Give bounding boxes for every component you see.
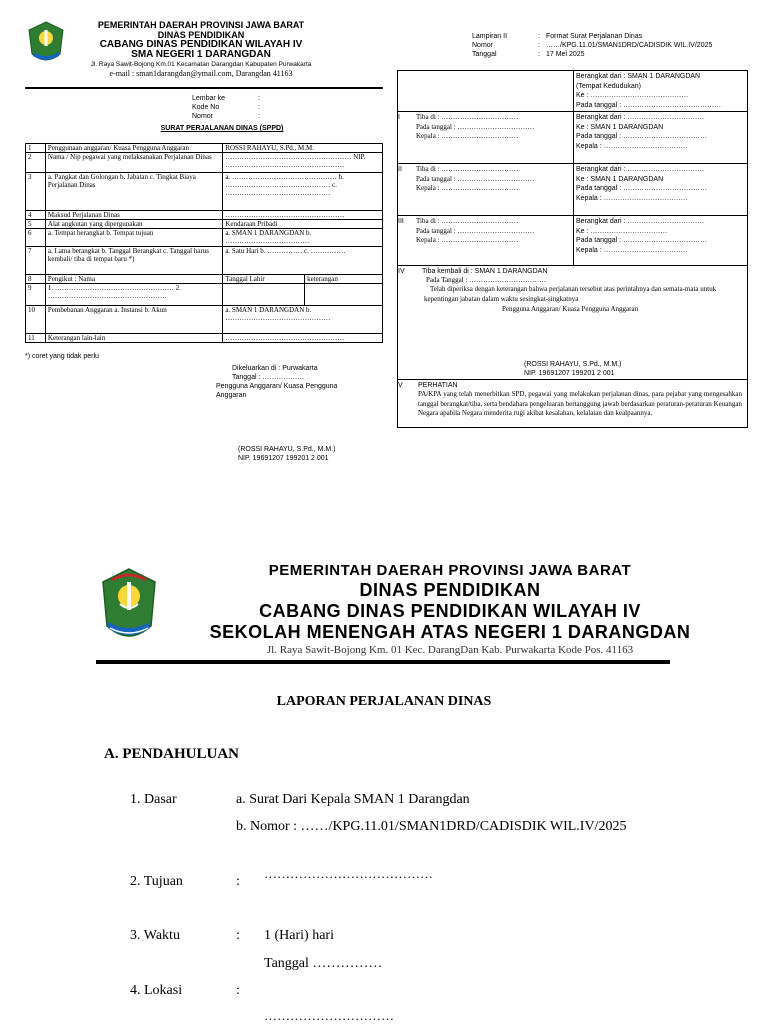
berangkat-line: Berangkat dari : …………………………… xyxy=(576,114,705,121)
tanggal-line: Pada tanggal : ……………………………… xyxy=(576,185,708,192)
section-iii xyxy=(398,215,747,265)
row-value: Tanggal Lahir xyxy=(223,275,305,284)
top-header xyxy=(72,20,330,78)
section-right xyxy=(576,217,707,255)
berangkat-line: Berangkat dari : …………………………… xyxy=(576,218,705,225)
table-row xyxy=(26,173,383,211)
section-i xyxy=(398,111,747,163)
row-extra: keterangan xyxy=(305,275,383,284)
table-row xyxy=(26,275,383,284)
row-no: 2 xyxy=(26,153,46,173)
spd-back-page xyxy=(397,70,748,428)
lembar-block xyxy=(192,94,292,121)
kepala-line: Kepala : ……………………………… xyxy=(576,142,688,150)
colon: : xyxy=(538,51,540,58)
tujuan-label: 2. Tujuan xyxy=(130,874,183,889)
row-value: a. ……………………………………… b. ……………………………………… c. ……………………………………… xyxy=(223,173,383,211)
row-no: 10 xyxy=(26,306,46,334)
iv-statement: Telah diperiksa dengan keterangan bahwa perjalanan tersebut atas perintahnya dan semata-mata untuk kepentingan jabatan dalam waktu sesingkat-singkatnya xyxy=(424,285,717,303)
nomor-label: Nomor xyxy=(472,42,494,49)
ke-line: Ke : …………………………………… xyxy=(576,92,689,99)
row-no: 5 xyxy=(26,220,46,229)
section-right xyxy=(576,113,707,151)
lampiran-value: Format Surat Perjalanan Dinas xyxy=(546,33,643,40)
colon: : xyxy=(538,33,540,40)
table-row xyxy=(26,229,383,247)
tanggal-label: Tanggal xyxy=(472,51,497,58)
kepala-line: Kepala : …………………………… xyxy=(416,184,519,192)
colon: : xyxy=(236,983,240,998)
section-iv xyxy=(398,265,747,379)
bottom-header-line: SEKOLAH MENENGAH ATAS NEGERI 1 DARANGDAN xyxy=(209,622,691,642)
row-label: Pembebanan Anggaran a. Instansi b. Akun xyxy=(45,306,222,334)
row-value xyxy=(223,284,305,306)
row-value: …………………………………………… xyxy=(223,334,383,343)
iv-signer-name: (ROSSI RAHAYU, S.Pd., M.M.) xyxy=(524,361,622,368)
colon: : xyxy=(236,874,240,889)
row-no: 4 xyxy=(26,211,46,220)
top-header-line: CABANG DINAS PENDIDIKAN WILAYAH IV xyxy=(99,39,303,50)
west-java-emblem-icon xyxy=(26,20,66,66)
row-value: a. Satu Hari b. …………… c. …………… xyxy=(223,247,383,275)
bottom-header xyxy=(180,562,720,657)
dasar-label: 1. Dasar xyxy=(130,792,177,807)
tanggal-line: Tanggal : ……………… xyxy=(232,374,305,381)
table-row xyxy=(26,306,383,334)
top-block xyxy=(576,72,746,110)
coret-note: *) coret yang tidak perlu xyxy=(25,353,99,360)
bottom-header-rule xyxy=(96,660,670,664)
colon: : xyxy=(538,42,540,49)
tanggal-line: Pada tanggal : …………………………… xyxy=(416,122,535,131)
top-address: Jl. Raya Sawit-Bojong Km.01 Kecamatan Darangdan Kabupaten Purwakarta xyxy=(90,61,312,68)
iv-signer-nip: NIP. 19691207 199201 2 001 xyxy=(524,370,615,377)
tanggal-line: Pada tanggal : …………………………………… xyxy=(576,101,722,109)
waktu-value: 1 (Hari) hari xyxy=(264,928,334,943)
colon: : xyxy=(258,95,260,102)
section-ii xyxy=(398,163,747,215)
dikeluarkan-line: Dikeluarkan di : Purwakarta xyxy=(232,365,318,372)
berangkat-line: Berangkat dari : …………………………… xyxy=(576,166,705,173)
row-value: …………………………………………… xyxy=(223,211,383,220)
row-label: a. Tempat berangkat b. Tempat tujuan xyxy=(45,229,222,247)
kepala-line: Kepala : …………………………… xyxy=(416,132,519,140)
section-right xyxy=(576,165,707,203)
section-left xyxy=(416,217,534,246)
row-label: Penggunaan anggaran/ Kuasa Pengguna Anggaran xyxy=(45,144,222,153)
lampiran-block xyxy=(472,32,752,59)
top-header-line: PEMERINTAH DAERAH PROVINSI JAWA BARAT xyxy=(97,20,305,30)
bottom-address: Jl. Raya Sawit-Bojong Km. 01 Kec. DarangDan Kab. Purwakarta Kode Pos. 41163 xyxy=(266,644,634,656)
signer-nip: NIP. 19691207 199201 2 001 xyxy=(238,455,329,462)
colon: : xyxy=(258,113,260,120)
colon: : xyxy=(236,928,240,943)
tiba-line: Tiba di : …………………………… xyxy=(416,165,519,173)
colon: : xyxy=(258,104,260,111)
tanggal-line: Pada tanggal : ……………………………… xyxy=(576,133,708,140)
kepala-line: Kepala : ……………………………… xyxy=(576,194,688,202)
table-row xyxy=(26,211,383,220)
table-row xyxy=(26,144,383,153)
lokasi-value: ………………………… xyxy=(264,1008,394,1023)
section-v xyxy=(398,379,747,427)
bottom-header-line: PEMERINTAH DAERAH PROVINSI JAWA BARAT xyxy=(268,562,632,579)
berangkat-line: Berangkat dari : SMAN 1 DARANGDAN xyxy=(576,73,701,80)
top-header-rule xyxy=(25,87,383,89)
row-label: Pengikut : Nama xyxy=(45,275,222,284)
spd-title: SURAT PERJALANAN DINAS (SPPD) xyxy=(160,125,284,132)
spd-table xyxy=(25,143,383,343)
row-no: 8 xyxy=(26,275,46,284)
row-no: 6 xyxy=(26,229,46,247)
signer-name: (ROSSI RAHAYU, S.Pd., M.M.) xyxy=(238,446,336,453)
bottom-logo xyxy=(98,566,160,657)
tanggal-value: 17 Mei 2025 xyxy=(546,51,585,58)
tanggal-line: Pada tanggal : …………………………… xyxy=(416,174,535,183)
top-header-line: DINAS PENDIDIKAN xyxy=(157,30,245,40)
tanggal-line: Pada tanggal : ……………………………… xyxy=(576,237,708,244)
tiba-line: Tiba di : …………………………… xyxy=(416,217,519,225)
ke-line: Ke : …………………………… xyxy=(576,227,668,235)
top-logo xyxy=(26,20,66,71)
row-no: 1 xyxy=(26,144,46,153)
bottom-header-line: CABANG DINAS PENDIDIKAN WILAYAH IV xyxy=(259,601,641,621)
row-value: ……………………………………………… NIP. …………………………………………… xyxy=(223,153,383,173)
row-label: Alat angkutan yang dipergunakan xyxy=(45,220,222,229)
top-email: e-mail : sman1darangdan@ymail.com, Darangdan 41163 xyxy=(109,69,293,78)
perhatian-text: PA/KPA yang telah menerbitkan SPD, pegawai yang melakukan perjalanan dinas, para pejabat yang mengesahkan tanggal berangkat/tiba, serta bendahara pengeluaran bertanggung jawab berdasarkan peraturan-peraturan Keuangan Negara apabila Negara menderita rugi akibat kesalahan, kelalaian dan kealpaannya. xyxy=(418,390,742,417)
roman-numeral: II xyxy=(398,166,402,173)
role-line: Pengguna Anggaran/ Kuasa Pengguna Anggaran xyxy=(216,383,338,399)
kepala-line: Kepala : ……………………………… xyxy=(576,246,688,254)
row-no: 11 xyxy=(26,334,46,343)
dikeluarkan-block xyxy=(216,364,366,400)
row-extra xyxy=(305,284,383,306)
row-no: 3 xyxy=(26,173,46,211)
row-label: Maksud Perjalanan Dinas xyxy=(45,211,222,220)
lembar-label: Lembar ke xyxy=(192,95,226,102)
row-label: Keterangan lain-lain xyxy=(45,334,222,343)
table-row xyxy=(26,247,383,275)
section-heading: A. PENDAHULUAN xyxy=(104,746,239,762)
row-value: ROSSI RAHAYU, S.Pd., M.M. xyxy=(223,144,383,153)
left-signature xyxy=(238,445,336,463)
roman-numeral: V xyxy=(398,382,403,389)
row-label: a. Pangkat dan Golongan b. Jabatan c. Tingkat Biaya Perjalanan Dinas xyxy=(45,173,222,211)
iv-role: Pengguna Anggaran/ Kuasa Pengguna Anggaran xyxy=(502,305,639,313)
tujuan-value: ………………………………… xyxy=(264,866,433,881)
ke-line: Ke : SMAN 1 DARANGDAN xyxy=(576,175,664,183)
pada-tanggal-line: Pada Tanggal : …………………………… xyxy=(426,276,547,284)
roman-numeral: IV xyxy=(398,268,405,275)
kode-label: Kode No xyxy=(192,104,220,111)
lokasi-label: 4. Lokasi xyxy=(130,983,183,998)
section-divider xyxy=(573,216,574,266)
report-title: LAPORAN PERJALANAN DINAS xyxy=(276,694,492,709)
dasar-b: b. Nomor : ……/KPG.11.01/SMAN1DRD/CADISDIK WIL.IV/2025 xyxy=(236,819,627,834)
lampiran-label: Lampiran II xyxy=(472,33,508,40)
kedudukan-line: (Tempat Kedudukan) xyxy=(576,82,641,90)
roman-numeral: III xyxy=(398,218,404,225)
table-row xyxy=(26,284,383,306)
row-label: 1. …………………………………………… 2. …………………………………………… xyxy=(45,284,222,306)
row-value: a. SMAN 1 DARANGDAN b. ……………………………… xyxy=(223,229,383,247)
dasar-a: a. Surat Dari Kepala SMAN 1 Darangdan xyxy=(236,792,470,807)
tiba-line: Tiba di : …………………………… xyxy=(416,113,519,121)
section-left xyxy=(416,165,534,194)
bottom-header-line: DINAS PENDIDIKAN xyxy=(359,580,541,600)
row-no: 7 xyxy=(26,247,46,275)
section-divider xyxy=(573,164,574,216)
roman-numeral: I xyxy=(398,114,400,121)
table-row xyxy=(26,334,383,343)
tanggal-line: Pada tanggal : …………………………… xyxy=(416,226,535,235)
tanggal-value: Tanggal …………… xyxy=(264,956,383,971)
nomor-label: Nomor xyxy=(192,113,214,120)
row-value: a. SMAN 1 DARANGDAN b. ……………………………………… xyxy=(223,306,383,334)
top-header-line: SMA NEGERI 1 DARANGDAN xyxy=(131,49,271,60)
spd-back-top-divider xyxy=(573,71,574,111)
waktu-label: 3. Waktu xyxy=(130,928,180,943)
perhatian-title: PERHATIAN xyxy=(418,382,458,389)
ke-line: Ke : SMAN 1 DARANGDAN xyxy=(576,123,664,131)
west-java-emblem-icon xyxy=(98,566,160,652)
row-label: Nama / Nip pegawai yang melaksanakan Perjalanan Dinas xyxy=(45,153,222,173)
row-label: a. Lama berangkat b. Tanggal Berangkat c. Tanggal harus kembali/ tiba di tempat baru *) xyxy=(45,247,222,275)
row-value: Kendaraan Pribadi xyxy=(223,220,383,229)
section-left xyxy=(416,113,534,142)
section-divider xyxy=(573,112,574,164)
kepala-line: Kepala : …………………………… xyxy=(416,236,519,244)
nomor-value: ……/KPG.11.01/SMAN1DRD/CADISDIK WIL.IV/2025 xyxy=(546,42,713,49)
table-row xyxy=(26,153,383,173)
row-no: 9 xyxy=(26,284,46,306)
table-row xyxy=(26,220,383,229)
tiba-kembali-line: Tiba kembali di : SMAN 1 DARANGDAN xyxy=(422,268,548,275)
